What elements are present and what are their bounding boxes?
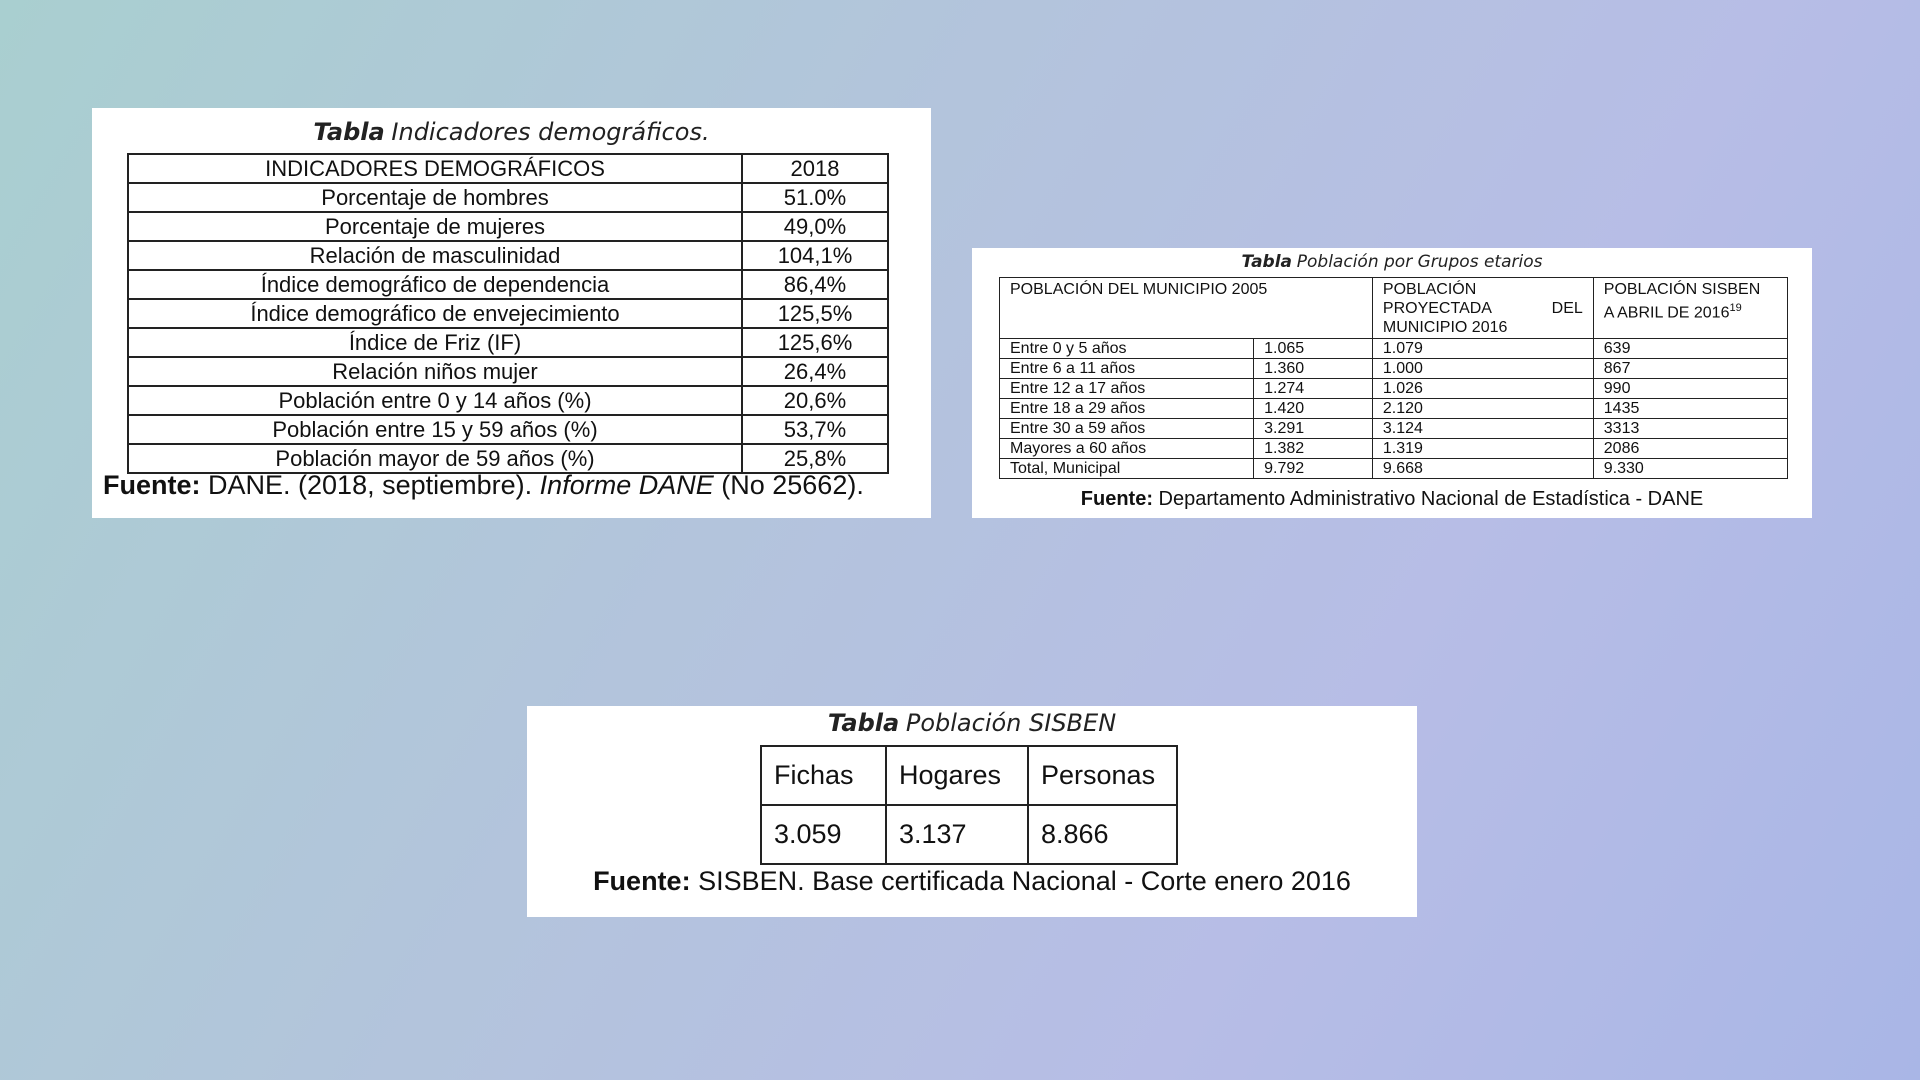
table-source: Fuente: SISBEN. Base certificada Nacional - Corte enero 2016 [593,866,1351,896]
table-cell: 49,0% [742,212,888,241]
table-row [761,805,1177,864]
table-row [128,415,888,444]
table-cell: Total, Municipal [1000,459,1254,479]
table-cell: 3313 [1593,419,1787,439]
table-cell: 20,6% [742,386,888,415]
table-caption: Tabla Población SISBEN [827,709,1117,737]
header-cell: POBLACIÓN SISBEN A ABRIL DE 2016$^{19}$ [1593,278,1787,339]
table-row [128,212,888,241]
table-cell: Porcentaje de hombres [128,183,742,212]
table-row [128,444,888,473]
header-cell: POBLACIÓN PROYECTADA DEL MUNICIPIO 2016 [1372,278,1593,339]
table-cell: 3.291 [1254,419,1373,439]
table-panel-grupos-etarios [972,248,1812,518]
table-row [128,241,888,270]
table-cell: Índice demográfico de envejecimiento [128,299,742,328]
grupos-etarios-table [999,277,1788,479]
sisben-table [760,745,1178,865]
table-caption: Tabla Población por Grupos etarios [1241,252,1543,272]
header-cell: INDICADORES DEMOGRÁFICOS [128,154,742,183]
table-panel-sisben [527,706,1417,917]
header-cell: Fichas [761,746,886,805]
table-cell: Índice demográfico de dependencia [128,270,742,299]
table-cell: 1.065 [1254,339,1373,359]
table-cell: 1.026 [1372,379,1593,399]
table-cell: 1.079 [1372,339,1593,359]
table-row [128,328,888,357]
table-cell: 125,5% [742,299,888,328]
table-cell: 1435 [1593,399,1787,419]
table-cell: 3.137 [886,805,1028,864]
table-panel-indicadores [92,108,931,518]
table-cell: 639 [1593,339,1787,359]
table-cell: 1.420 [1254,399,1373,419]
table-header-row [128,154,888,183]
table-cell: 8.866 [1028,805,1177,864]
table-cell: Índice de Friz (IF) [128,328,742,357]
table-cell: 26,4% [742,357,888,386]
table-cell: 104,1% [742,241,888,270]
table-header-row [1000,278,1788,339]
table-cell: 53,7% [742,415,888,444]
table-cell: Población entre 0 y 14 años (%) [128,386,742,415]
table-cell: Entre 30 a 59 años [1000,419,1254,439]
table-source: Fuente: Departamento Administrativo Nacional de Estadística - DANE [1080,488,1704,510]
table-caption: Tabla Indicadores demográficos. [313,118,710,146]
table-row [1000,339,1788,359]
table-cell: Porcentaje de mujeres [128,212,742,241]
table-cell: 1.382 [1254,439,1373,459]
table-row [1000,359,1788,379]
table-cell: Entre 12 a 17 años [1000,379,1254,399]
table-row [128,357,888,386]
table-source: Fuente: DANE. (2018, septiembre). Informe DANE (No 25662). [103,470,864,500]
table-cell: 1.000 [1372,359,1593,379]
table-cell: 86,4% [742,270,888,299]
header-cell: Hogares [886,746,1028,805]
header-cell: 2018 [742,154,888,183]
header-cell: POBLACIÓN DEL MUNICIPIO 2005 [1000,278,1373,339]
indicadores-table [127,153,889,474]
table-cell: 1.360 [1254,359,1373,379]
table-row [128,270,888,299]
table-cell: Entre 6 a 11 años [1000,359,1254,379]
table-cell: 25,8% [742,444,888,473]
table-row [1000,379,1788,399]
table-header-row [761,746,1177,805]
table-cell: Población entre 15 y 59 años (%) [128,415,742,444]
table-cell: 125,6% [742,328,888,357]
table-cell: Mayores a 60 años [1000,439,1254,459]
table-cell: 2086 [1593,439,1787,459]
table-cell: Entre 0 y 5 años [1000,339,1254,359]
table-cell: 867 [1593,359,1787,379]
table-cell: Población mayor de 59 años (%) [128,444,742,473]
table-cell: 9.792 [1254,459,1373,479]
table-row [128,386,888,415]
table-cell: Entre 18 a 29 años [1000,399,1254,419]
table-row [1000,439,1788,459]
table-cell: 3.059 [761,805,886,864]
table-cell: 9.330 [1593,459,1787,479]
header-cell: Personas [1028,746,1177,805]
table-row [128,299,888,328]
table-cell: 1.319 [1372,439,1593,459]
table-cell: Relación de masculinidad [128,241,742,270]
table-cell: 3.124 [1372,419,1593,439]
table-cell: 990 [1593,379,1787,399]
table-row [1000,399,1788,419]
table-row [1000,459,1788,479]
table-cell: 51.0% [742,183,888,212]
table-cell: 1.274 [1254,379,1373,399]
table-cell: 2.120 [1372,399,1593,419]
table-cell: 9.668 [1372,459,1593,479]
table-row [128,183,888,212]
table-row [1000,419,1788,439]
table-cell: Relación niños mujer [128,357,742,386]
